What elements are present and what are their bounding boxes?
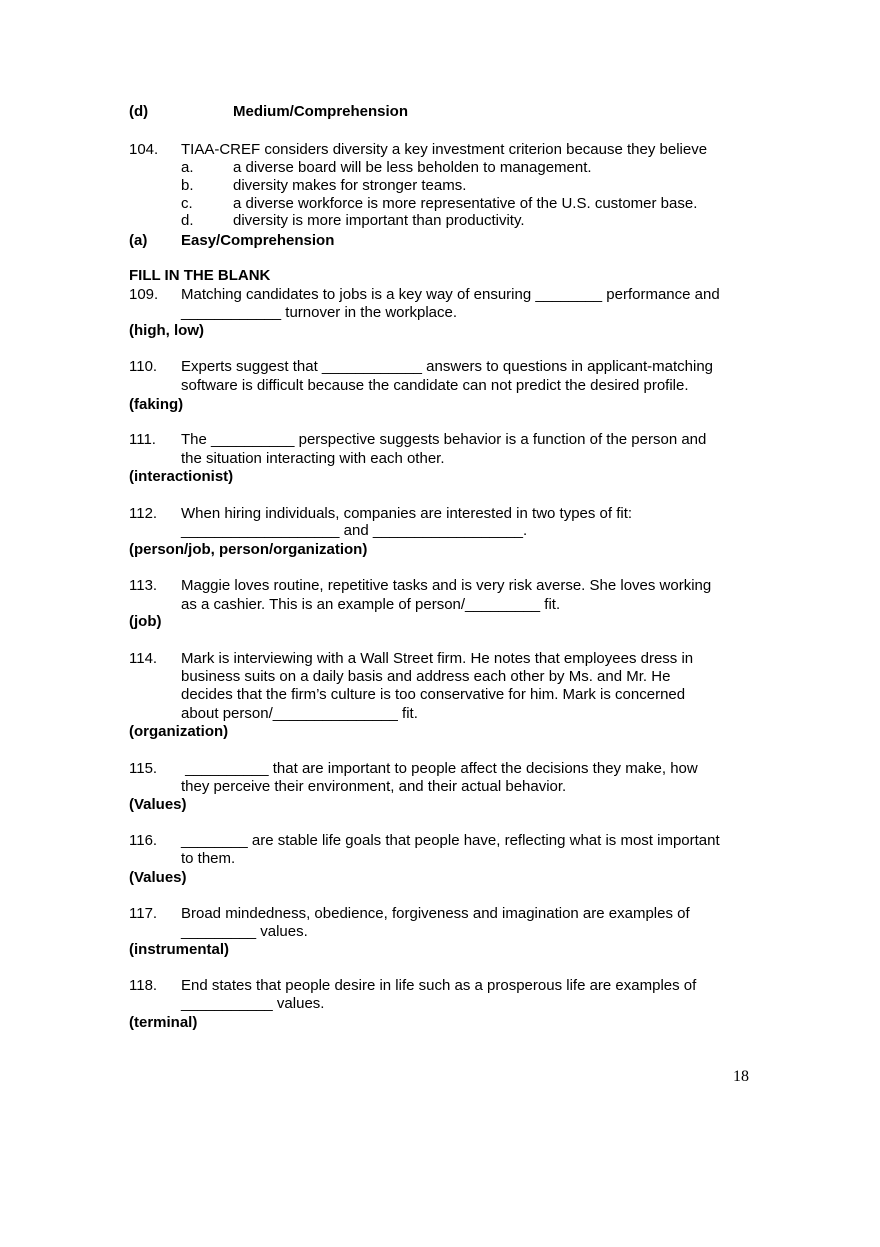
question-line: software is difficult because the candidate can not predict the desired profile. — [181, 377, 689, 394]
option-text: a diverse workforce is more representative of the U.S. customer base. — [233, 195, 698, 212]
question-number: 116. — [129, 832, 158, 849]
answer: (organization) — [129, 723, 229, 740]
question-line: _________ values. — [181, 923, 308, 940]
answer: (Values) — [129, 796, 187, 813]
question-number: 111. — [129, 431, 156, 448]
question-number: 110. — [129, 358, 158, 375]
question-line: Maggie loves routine, repetitive tasks and is very risk averse. She loves working — [181, 577, 712, 594]
answer: (faking) — [129, 396, 184, 413]
option-letter: b. — [181, 177, 194, 194]
prev-answer-level: Medium/Comprehension — [233, 103, 409, 120]
question-line: business suits on a daily basis and address each other by Ms. and Mr. He — [181, 668, 671, 685]
question-number: 118. — [129, 977, 158, 994]
question-line: ___________ values. — [181, 995, 325, 1012]
option-text: diversity makes for stronger teams. — [233, 177, 467, 194]
answer: (Values) — [129, 869, 187, 886]
question-line: End states that people desire in life such as a prosperous life are examples of — [181, 977, 697, 994]
question-number: 104. — [129, 141, 159, 158]
answer: (person/job, person/organization) — [129, 541, 368, 558]
question-line: as a cashier. This is an example of person/_________ fit. — [181, 596, 561, 613]
answer: (high, low) — [129, 322, 204, 339]
question-line: about person/_______________ fit. — [181, 705, 418, 722]
question-line: __________ that are important to people affect the decisions they make, how — [181, 760, 698, 777]
answer: (job) — [129, 613, 162, 630]
question-line: Broad mindedness, obedience, forgiveness and imagination are examples of — [181, 905, 690, 922]
section-heading: FILL IN THE BLANK — [129, 267, 271, 284]
question-number: 113. — [129, 577, 158, 594]
answer: (terminal) — [129, 1014, 198, 1031]
answer-level: Easy/Comprehension — [181, 232, 335, 249]
option-letter: a. — [181, 159, 194, 176]
question-line: ____________ turnover in the workplace. — [181, 304, 458, 321]
question-line: to them. — [181, 850, 236, 867]
question-number: 115. — [129, 760, 158, 777]
page-number: 18 — [733, 1068, 749, 1085]
question-number: 109. — [129, 286, 159, 303]
question-text: TIAA-CREF considers diversity a key investment criterion because they believe — [181, 141, 708, 158]
question-line: Mark is interviewing with a Wall Street firm. He notes that employees dress in — [181, 650, 694, 667]
question-line: When hiring individuals, companies are interested in two types of fit: — [181, 505, 633, 522]
question-line: decides that the firm’s culture is too conservative for him. Mark is concerned — [181, 686, 686, 703]
question-number: 114. — [129, 650, 158, 667]
option-letter: c. — [181, 195, 193, 212]
question-line: ________ are stable life goals that people have, reflecting what is most important — [181, 832, 720, 849]
question-line: they perceive their environment, and their actual behavior. — [181, 778, 567, 795]
answer-letter: (a) — [129, 232, 148, 249]
option-text: a diverse board will be less beholden to management. — [233, 159, 592, 176]
question-number: 112. — [129, 505, 158, 522]
answer: (instrumental) — [129, 941, 230, 958]
question-line: the situation interacting with each other. — [181, 450, 445, 467]
question-number: 117. — [129, 905, 158, 922]
question-line: The __________ perspective suggests behavior is a function of the person and — [181, 431, 707, 448]
option-letter: d. — [181, 212, 194, 229]
question-line: Experts suggest that ____________ answers to questions in applicant-matching — [181, 358, 714, 375]
question-line: Matching candidates to jobs is a key way of ensuring ________ performance and — [181, 286, 720, 303]
option-text: diversity is more important than productivity. — [233, 212, 525, 229]
answer: (interactionist) — [129, 468, 234, 485]
question-line: ___________________ and __________________. — [181, 522, 528, 539]
prev-answer-letter: (d) — [129, 103, 149, 120]
